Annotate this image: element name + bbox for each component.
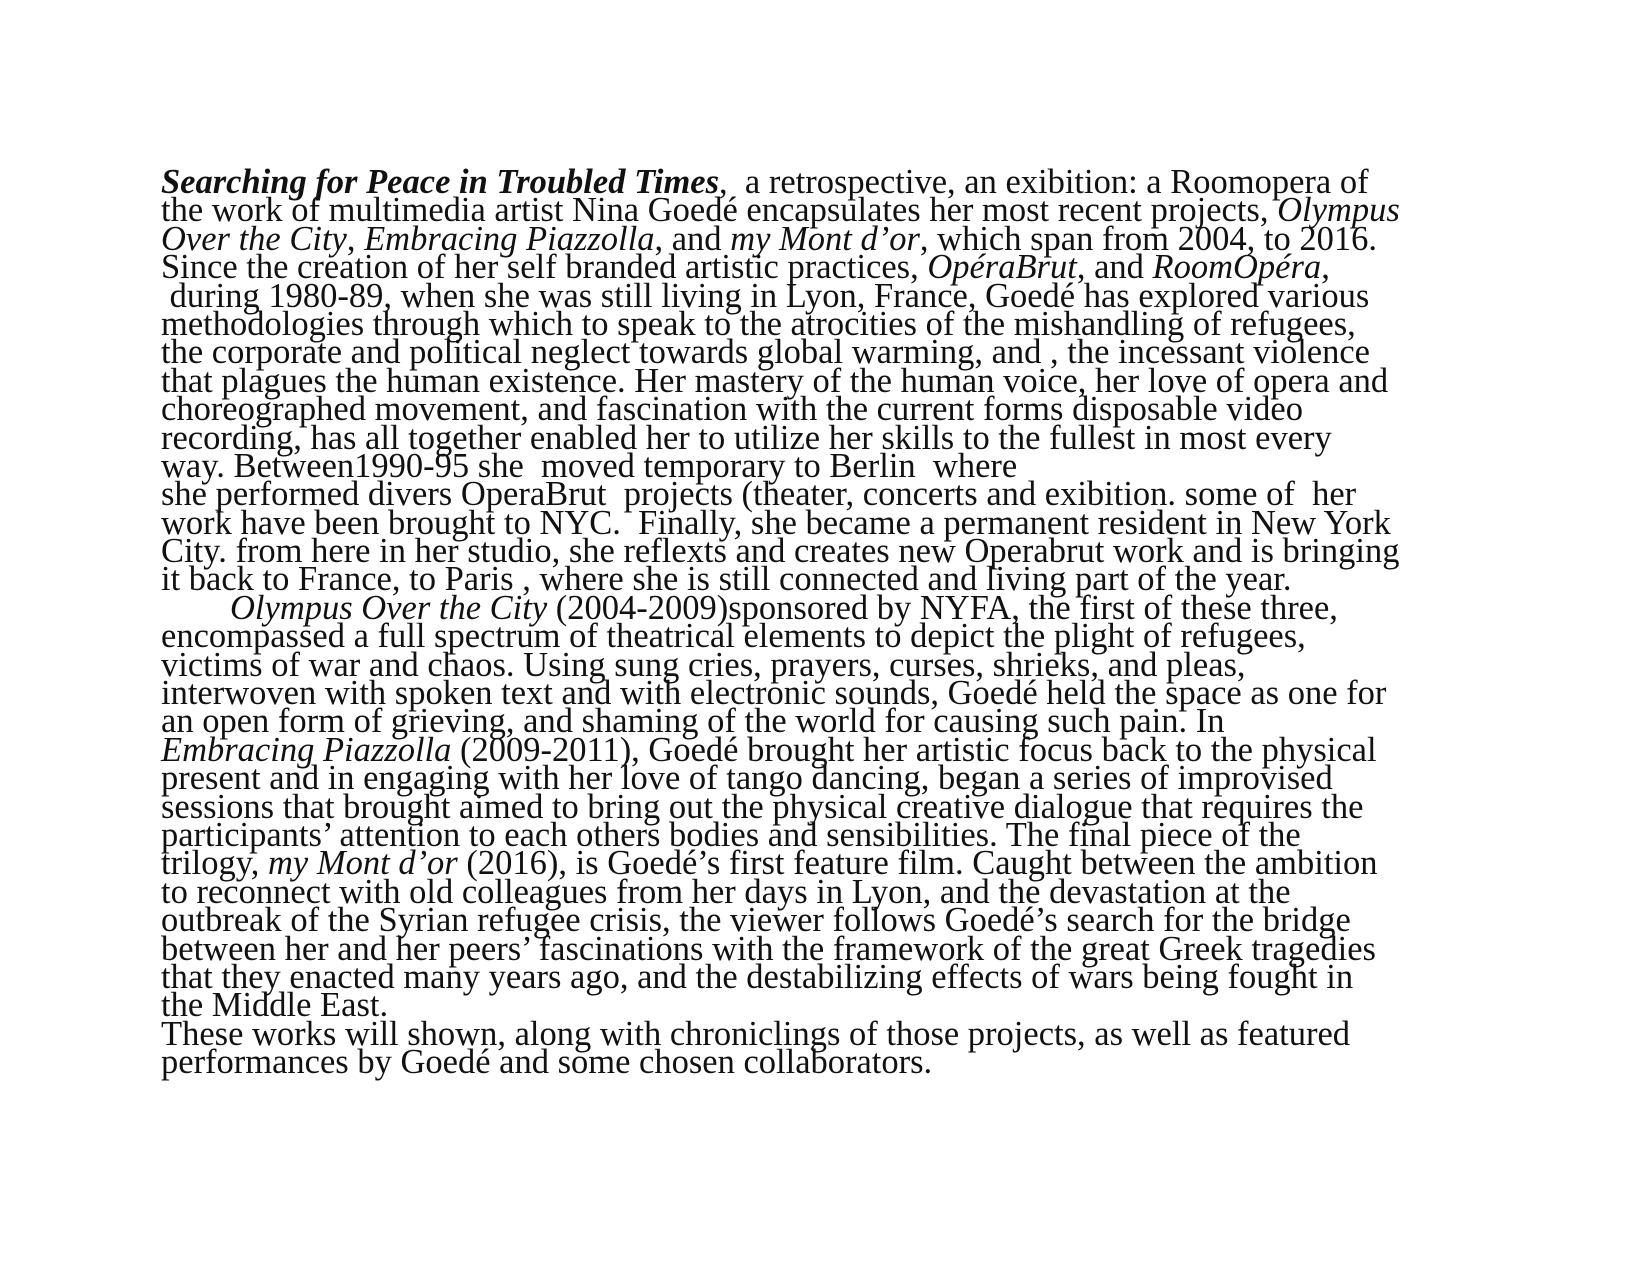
italic-title-text: my Mont d’or	[268, 844, 458, 883]
text-run: the corporate and political neglect towards global warming, and , the incessant violence	[161, 333, 1370, 372]
text-run: the Middle East.	[161, 986, 389, 1025]
text-run: choreographed movement, and fascination with the current forms disposable video	[161, 390, 1303, 429]
title-text: Searching for Peace in Troubled Times	[161, 163, 720, 201]
text-run: during 1980-89, when she was still living in Lyon, France, Goedé has explored various	[161, 276, 1370, 315]
text-run: encompassed a full spectrum of theatrical elements to depict the plight of refugees,	[161, 617, 1306, 656]
text-run: recording, has all together enabled her to utilize her skills to the fullest in most every	[161, 418, 1332, 457]
text-run: interwoven with spoken text and with electronic sounds, Goedé held the space as one for	[161, 674, 1387, 713]
italic-title-text: Olympus	[1277, 191, 1400, 230]
text-run: performances by Goedé and some chosen collaborators.	[161, 1043, 933, 1082]
text-run: it back to France, to Paris , where she is still connected and living part of the year.	[161, 560, 1292, 599]
text-run: City. from here in her studio, she reflexts and creates new Operabrut work and is bringing	[161, 532, 1400, 571]
text-run: that they enacted many years ago, and the destabilizing effects of wars being fought in	[161, 957, 1354, 996]
italic-title-text: my Mont d’or	[730, 219, 920, 258]
text-run: present and in engaging with her love of tango dancing, began a series of improvised	[161, 759, 1333, 798]
text-run: that plagues the human existence. Her mastery of the human voice, her love of opera and	[161, 361, 1389, 400]
text-run: sessions that brought aimed to bring out the physical creative dialogue that requires the	[161, 787, 1364, 826]
text-run: (2016), is Goedé’s first feature film. Caught between the ambition	[457, 844, 1378, 883]
text-run: ,	[346, 219, 365, 258]
text-run: the work of multimedia artist Nina Goedé encapsulates her most recent projects,	[161, 191, 1278, 230]
text-run: work have been brought to NYC. Finally, she became a permanent resident in New York	[161, 503, 1391, 542]
text-run: she performed divers OperaBrut projects (theater, concerts and exibition. some of her	[161, 475, 1357, 514]
text-run: , which span from 2004, to 2016.	[919, 219, 1377, 258]
text-run: an open form of grieving, and shaming of the world for causing such pain. In	[161, 702, 1225, 741]
italic-title-text: Embracing Piazzolla	[364, 219, 655, 258]
text-run: These works will shown, along with chroniclings of those projects, as well as featured	[161, 1014, 1351, 1053]
text-run: trilogy,	[161, 844, 269, 883]
italic-title-text: Embracing Piazzolla	[161, 730, 452, 769]
text-run: ,	[1321, 248, 1330, 287]
text-run: to reconnect with old colleagues from her days in Lyon, and the devastation at the	[161, 872, 1291, 911]
text-run: methodologies through which to speak to the atrocities of the mishandling of refugees,	[161, 304, 1356, 343]
body-text	[161, 163, 1501, 1082]
text-run: participants’ attention to each others bodies and sensibilities. The final piece of the	[161, 815, 1301, 854]
text-run: , and	[1076, 248, 1153, 287]
text-run: between her and her peers’ fascinations with the framework of the great Greek tragedies	[161, 929, 1376, 968]
italic-title-text: Over the City	[161, 219, 347, 258]
text-run: outbreak of the Syrian refugee crisis, the viewer follows Goedé’s search for the bridge	[161, 901, 1351, 940]
text-run: Since the creation of her self branded artistic practices,	[161, 248, 928, 287]
italic-title-text: RoomOpéra	[1152, 248, 1322, 287]
text-run: , and	[654, 219, 731, 258]
italic-title-text: Olympus Over the City	[230, 588, 548, 627]
text-run: (2004-2009)sponsored by NYFA, the first of these three,	[547, 588, 1338, 627]
text-run: , a retrospective, an exibition: a Roomopera of	[719, 163, 1369, 201]
text-run: way. Between1990-95 she moved temporary to Berlin where	[161, 446, 1018, 485]
text-run: victims of war and chaos. Using sung cries, prayers, curses, shrieks, and pleas,	[161, 645, 1246, 684]
italic-title-text: OpéraBrut	[927, 248, 1077, 287]
text-run: (2009-2011), Goedé brought her artistic focus back to the physical	[451, 730, 1377, 769]
